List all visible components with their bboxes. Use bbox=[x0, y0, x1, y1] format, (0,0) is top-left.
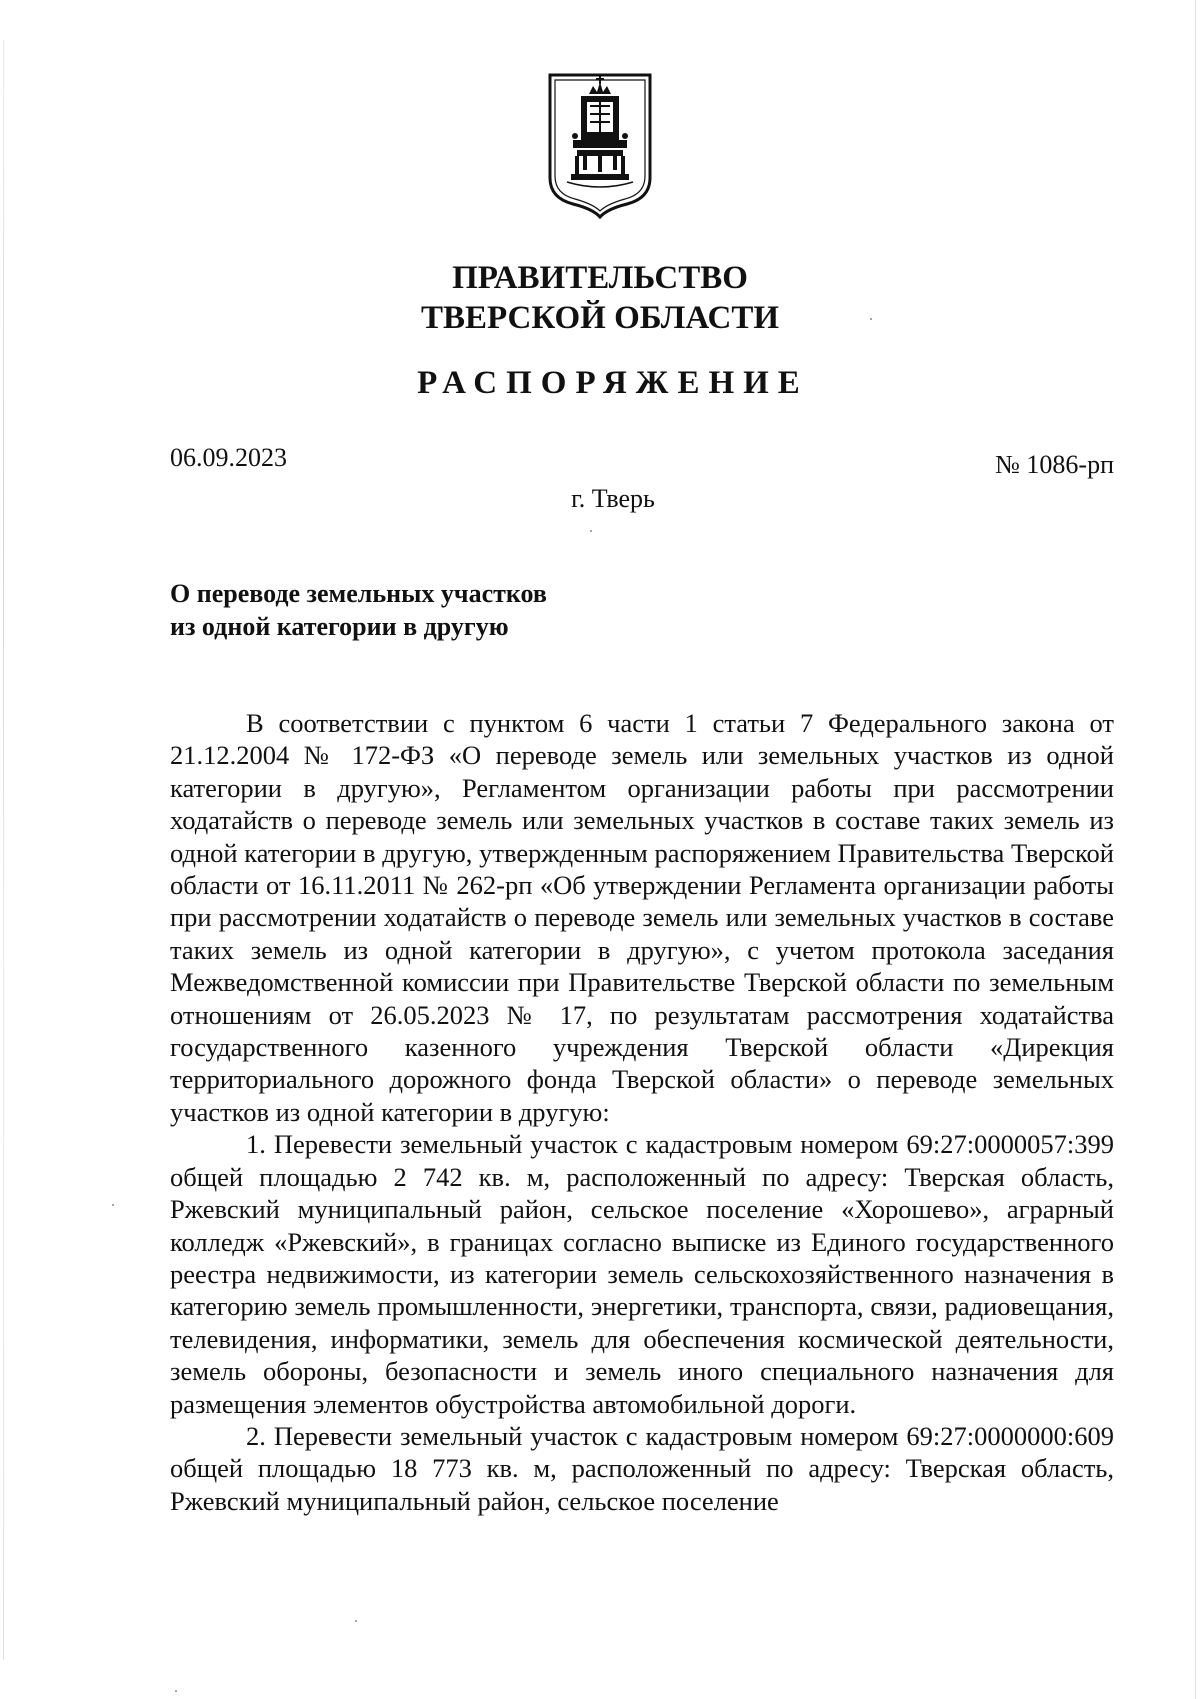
organization-line-2: ТВЕРСКОЙ ОБЛАСТИ bbox=[420, 300, 780, 336]
scan-speck bbox=[355, 1620, 357, 1622]
body-paragraph-item-2: 2. Перевести земельный участок с кадастровым номером 69:27:0000000:609 общей площадью 18 773 кв. м, расположенный по адресу: Тверская область, Ржевский муниципальный район, сельское поселение bbox=[170, 1420, 1114, 1516]
document-title-line-1: О переводе земельных участков bbox=[170, 579, 547, 608]
document-title-line-2: из одной категории в другую bbox=[170, 612, 509, 641]
scan-speck bbox=[870, 318, 872, 320]
document-body bbox=[170, 707, 1114, 1517]
body-paragraph-preamble: В соответствии с пунктом 6 части 1 статьи 7 Федерального закона от 21.12.2004 № 172-ФЗ «О переводе земель или земельных участков из одной категории в другую», Регламентом организации работы при рассмотрении ходатайств о переводе земель или земельных участков в составе таких земель из одной категории в другую, утвержденным распоряжением Правительства Тверской области от 16.11.2011 № 262-рп «Об утверждении Регламента организации работы при рассмотрении ходатайств о переводе земель или земельных участков в составе таких земель из одной категории в другую», с учетом протокола заседания Межведомственной комиссии при Правительстве Тверской области по земельным отношениям от 26.05.2023 № 17, по результатам рассмотрения ходатайства государственного казенного учреждения Тверской области «Дирекция территориального дорожного фонда Тверской области» о переводе земельных участков из одной категории в другую: bbox=[170, 708, 1114, 1127]
document-type: РАСПОРЯЖЕНИЕ bbox=[417, 365, 809, 401]
organization-name bbox=[0, 258, 1200, 338]
scan-speck bbox=[112, 1204, 114, 1206]
tver-coat-of-arms-icon bbox=[545, 70, 655, 220]
scan-speck bbox=[590, 530, 592, 532]
scan-edge-right bbox=[1195, 0, 1196, 1699]
document-date: 06.09.2023 bbox=[170, 443, 287, 472]
document-title bbox=[170, 577, 547, 643]
document-city: г. Тверь bbox=[571, 484, 655, 513]
body-paragraph-item-1: 1. Перевести земельный участок с кадастровым номером 69:27:0000057:399 общей площадью 2 742 кв. м, расположенный по адресу: Тверская область, Ржевский муниципальный район, сельское поселение «Хорошево», аграрный колледж «Ржевский», в границах согласно выписке из Единого государственного реестра недвижимости, из категории земель сельскохозяйственного назначения в категорию земель промышленности, энергетики, транспорта, связи, радиовещания, телевидения, информатики, земель для обеспечения космической деятельности, земель обороны, безопасности и земель иного специального назначения для размещения элементов обустройства автомобильной дороги. bbox=[170, 1129, 1114, 1419]
scan-speck bbox=[175, 1690, 177, 1692]
organization-line-1: ПРАВИТЕЛЬСТВО bbox=[452, 260, 748, 296]
document-number: № 1086-рп bbox=[995, 450, 1114, 479]
